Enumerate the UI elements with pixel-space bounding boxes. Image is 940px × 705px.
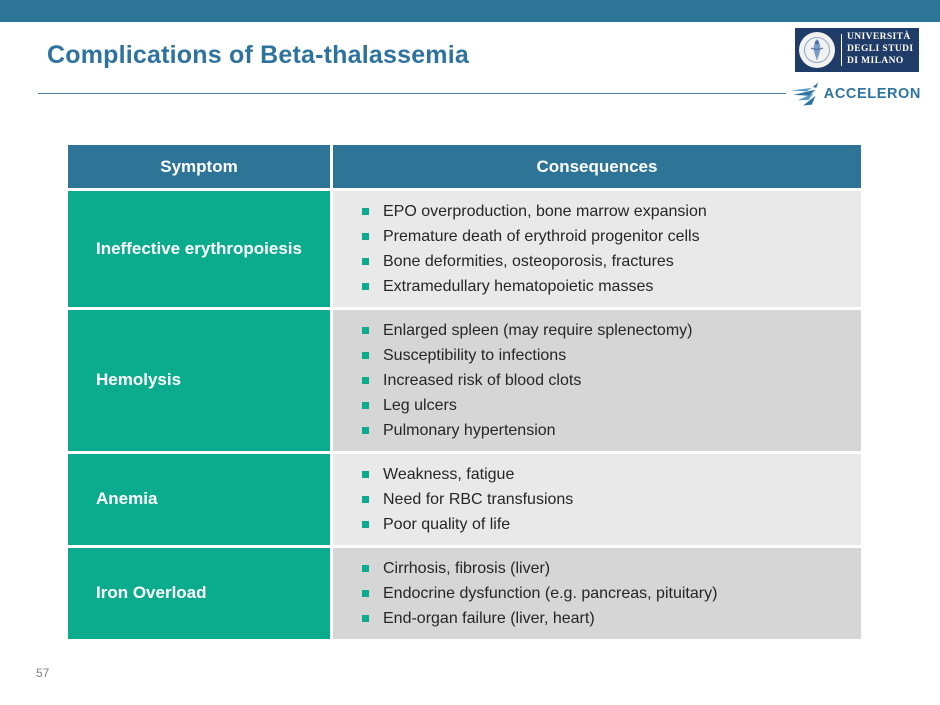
seal-figure-icon	[804, 36, 830, 64]
consequences-list	[362, 556, 851, 631]
table-row	[68, 310, 861, 451]
symptom-cell: Iron Overload	[68, 548, 330, 639]
consequences-cell	[333, 191, 861, 307]
table-row	[68, 191, 861, 307]
consequence-item: Pulmonary hypertension	[362, 418, 851, 443]
title-divider	[38, 93, 786, 94]
logo-divider	[841, 34, 842, 66]
consequence-item: Premature death of erythroid progenitor cells	[362, 224, 851, 249]
page-number: 57	[36, 666, 50, 680]
table-row	[68, 548, 861, 639]
consequences-list	[362, 318, 851, 443]
acceleron-bird-icon	[789, 80, 821, 108]
consequence-item: Enlarged spleen (may require splenectomy)	[362, 318, 851, 343]
page-title: Complications of Beta-thalassemia	[47, 41, 469, 69]
university-seal-icon	[799, 32, 835, 68]
consequences-list	[362, 462, 851, 537]
consequences-cell	[333, 548, 861, 639]
symptom-cell: Hemolysis	[68, 310, 330, 451]
consequences-list	[362, 199, 851, 299]
complications-table	[65, 142, 864, 642]
consequences-cell	[333, 454, 861, 545]
symptom-cell: Anemia	[68, 454, 330, 545]
top-accent-bar	[0, 0, 940, 22]
consequences-cell	[333, 310, 861, 451]
consequence-item: End-organ failure (liver, heart)	[362, 606, 851, 631]
table-row	[68, 454, 861, 545]
university-milano-logo	[795, 28, 919, 72]
consequence-item: Need for RBC transfusions	[362, 487, 851, 512]
table-header-row	[68, 145, 861, 188]
acceleron-logo	[789, 79, 921, 109]
consequence-item: Endocrine dysfunction (e.g. pancreas, pituitary)	[362, 581, 851, 606]
university-logo-line2: DEGLI STUDI	[847, 44, 914, 55]
university-logo-text	[847, 32, 913, 68]
consequence-item: Extramedullary hematopoietic masses	[362, 274, 851, 299]
consequence-item: Susceptibility to infections	[362, 343, 851, 368]
consequence-item: Cirrhosis, fibrosis (liver)	[362, 556, 851, 581]
consequence-item: Poor quality of life	[362, 512, 851, 537]
column-header-symptom: Symptom	[68, 145, 330, 188]
consequence-item: Leg ulcers	[362, 393, 851, 418]
university-logo-line1: UNIVERSITÀ	[847, 32, 911, 43]
consequence-item: Weakness, fatigue	[362, 462, 851, 487]
consequence-item: Increased risk of blood clots	[362, 368, 851, 393]
symptom-cell: Ineffective erythropoiesis	[68, 191, 330, 307]
university-logo-line3: DI MILANO	[847, 55, 904, 66]
consequence-item: Bone deformities, osteoporosis, fractures	[362, 249, 851, 274]
consequence-item: EPO overproduction, bone marrow expansion	[362, 199, 851, 224]
column-header-consequences: Consequences	[333, 145, 861, 188]
acceleron-logo-text: ACCELERON	[823, 86, 921, 102]
